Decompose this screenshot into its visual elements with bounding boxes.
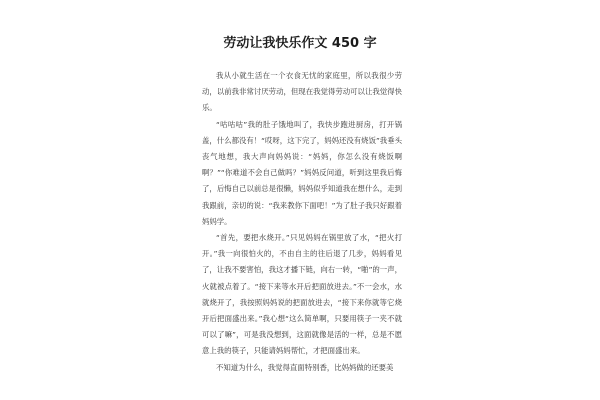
- document-title: 劳动让我快乐作文 450 字: [223, 36, 377, 51]
- paragraph: 不知道为什么，我觉得直面特别香，比妈妈做的还要美: [216, 362, 394, 372]
- paragraph: “首先，要把水烧开。”只见妈妈在锅里放了水，“把火打开。”我一向很怕火的，不由自主的往后退了几步，妈妈看见了，让我不要害怕，我这才播下链，向右一转，“啪”的一声，火就被点着了。“接下来等水开后把面放进去。”不一会水，水就烧开了，我按照妈妈说的把面放进去，“接下来你就等它烧开后把面盛出来。”我心想“这么简单啊，只要用筷子一夹不就可以了嘛”，可是我没想到，这面就像是活的一样，总是不愿意上我的筷子，只能请妈妈帮忙，才把面盛出来。: [202, 233, 402, 356]
- paragraph: “咕咕咕”我的肚子饿地叫了，我快步跑进厨房，打开锅盖，什么都没有！“哎呀，这下完了，妈妈还没有烧饭”我垂头丧气地想，我大声向妈妈说：“妈妈，你怎么没有烧饭啊啊？”“你难道不会自己做吗？”妈妈反问道，听到这里我后悔了，后悔自己以前总是很懒，妈妈似乎知道我在想什么，走到我跟前，亲切的说：“我来教你下面吧！”为了肚子我只好跟着妈妈学。: [202, 119, 402, 226]
- paragraph: 我从小就生活在一个衣食无忧的家庭里，所以我很少劳动，以前我非常讨厌劳动，但现在我觉得劳动可以让我觉得快乐。: [202, 71, 402, 113]
- document-body: [202, 68, 402, 376]
